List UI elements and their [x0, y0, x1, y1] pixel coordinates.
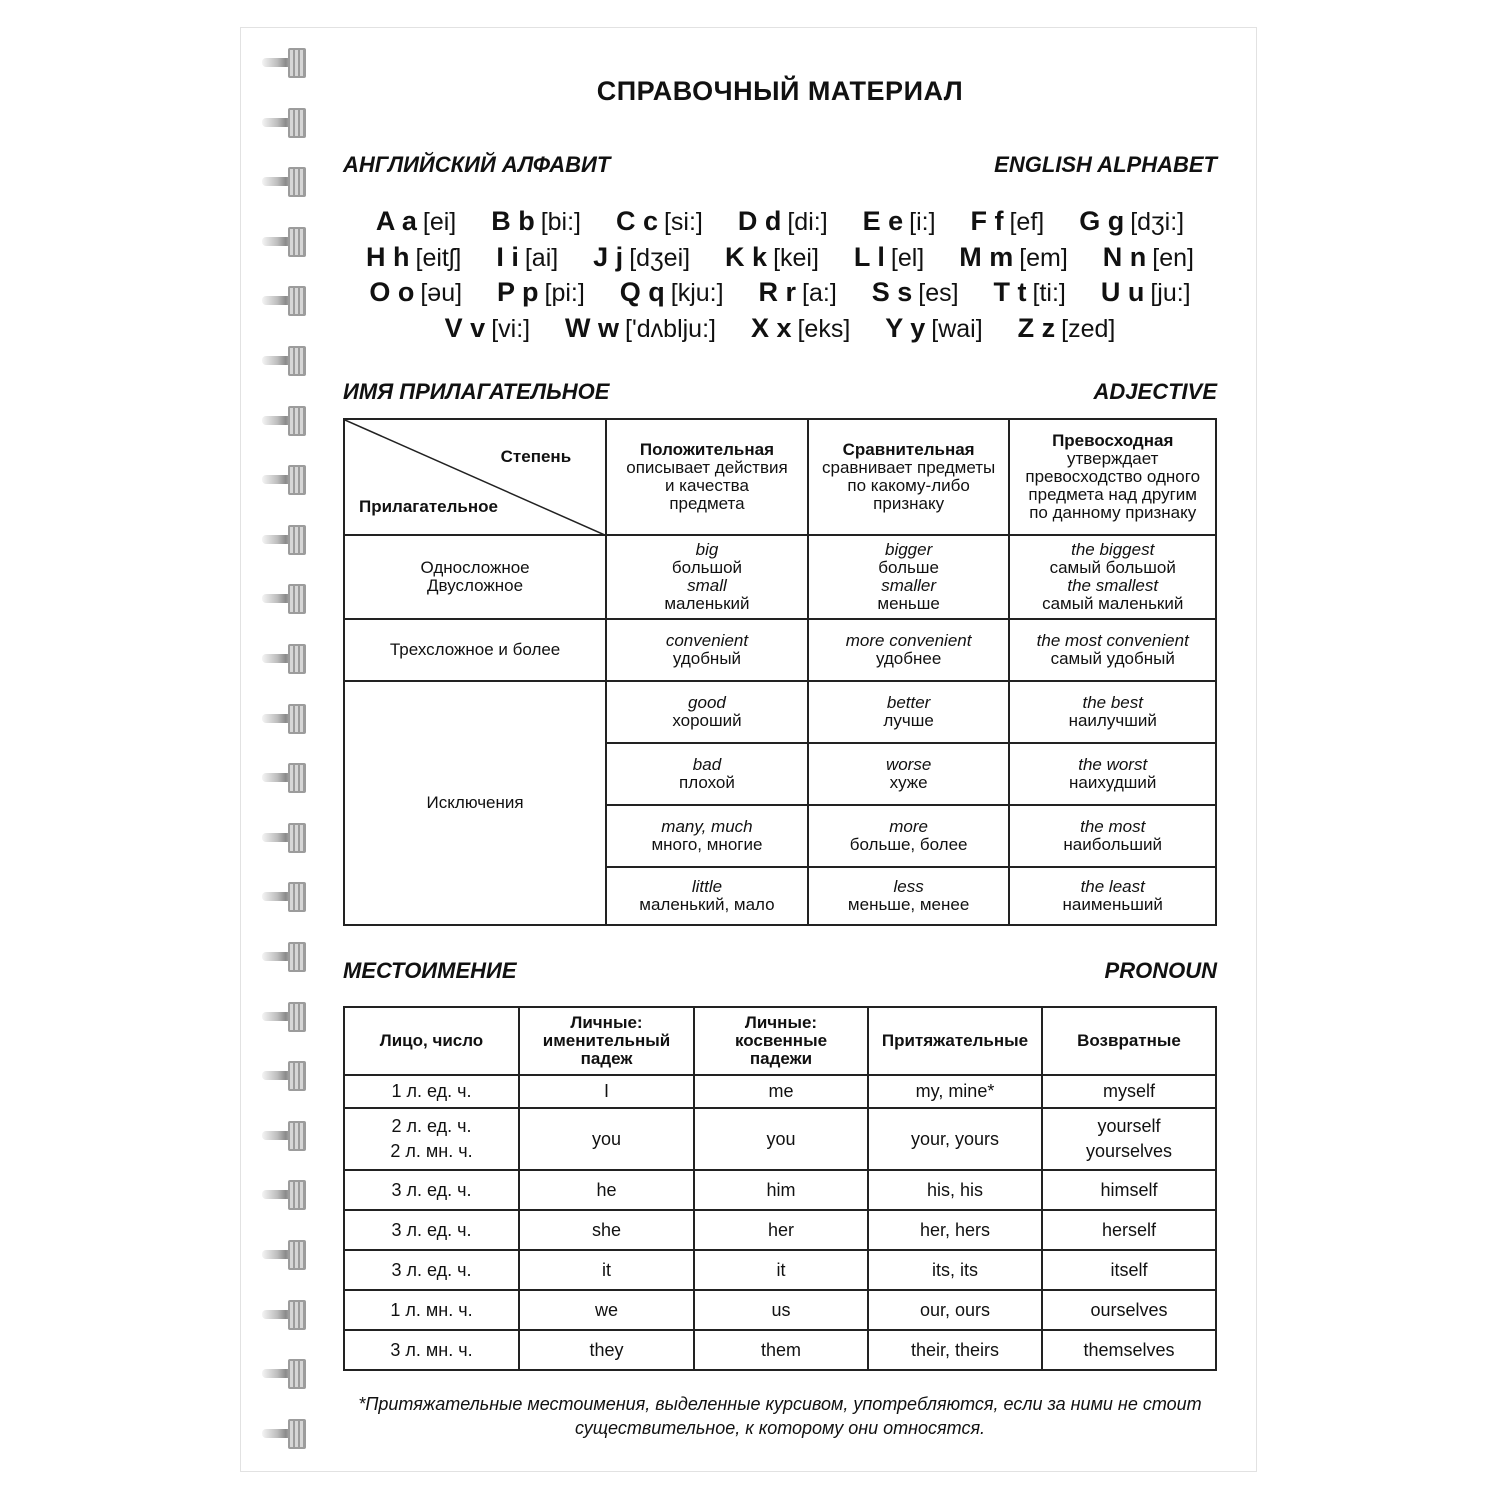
- table-row: [344, 619, 1216, 681]
- table-row: [344, 1250, 1216, 1290]
- letter-q: Q q [kju:]: [619, 277, 724, 307]
- letter-z: Z z [zed]: [1017, 312, 1116, 343]
- table-cell: 3 л. мн. ч.: [344, 1330, 519, 1370]
- spiral-ring: [262, 761, 308, 795]
- adjective-table: [343, 418, 1217, 926]
- spiral-ring: [262, 344, 308, 378]
- spiral-ring: [262, 702, 308, 736]
- letter-b: B b [bi:]: [491, 206, 581, 236]
- diagonal-line: [345, 420, 607, 536]
- table-row: [344, 1290, 1216, 1330]
- table-cell: better лучше: [808, 681, 1010, 743]
- pronoun-en-label: PRONOUN: [1104, 958, 1217, 983]
- column-header: Притяжательные: [868, 1007, 1042, 1075]
- adjective-ru-label: ИМЯ ПРИЛАГАТЕЛЬНОЕ: [343, 379, 610, 404]
- letter-i: I i [ai]: [496, 241, 559, 272]
- column-header: Личные: именительный падеж: [519, 1007, 694, 1075]
- table-cell: your, yours: [868, 1108, 1042, 1170]
- spiral-ring: [262, 523, 308, 557]
- spiral-ring: [262, 1238, 308, 1272]
- spiral-ring: [262, 1357, 308, 1391]
- table-cell: convenient удобный: [606, 619, 808, 681]
- letter-p: P p [pi:]: [497, 277, 585, 307]
- table-row: [344, 1075, 1216, 1108]
- table-cell: he: [519, 1170, 694, 1210]
- letter-g: G g [dʒi:]: [1079, 206, 1185, 236]
- letter-y: Y y [wai]: [885, 312, 983, 343]
- letter-l: L l [el]: [853, 241, 925, 272]
- spiral-ring: [262, 821, 308, 855]
- table-cell: him: [694, 1170, 868, 1210]
- spiral-ring: [262, 1119, 308, 1153]
- spiral-ring: [262, 880, 308, 914]
- table-cell: little маленький, мало: [606, 867, 808, 925]
- pronoun-ru-label: МЕСТОИМЕНИЕ: [343, 958, 517, 983]
- letter-v: V v [vi:]: [444, 312, 531, 343]
- table-cell: 3 л. ед. ч.: [344, 1170, 519, 1210]
- row-label-exceptions: Исключения: [344, 681, 606, 925]
- table-cell: its, its: [868, 1250, 1042, 1290]
- letter-c: C c [si:]: [615, 206, 703, 236]
- alphabet-grid: [343, 204, 1217, 346]
- table-cell: big большой small маленький: [606, 535, 808, 619]
- pronoun-heading: [343, 958, 1217, 984]
- letter-w: W w ['dʌblju:]: [565, 312, 716, 343]
- table-cell: her: [694, 1210, 868, 1250]
- table-cell: you: [694, 1108, 868, 1170]
- letter-d: D d [di:]: [737, 206, 828, 236]
- spiral-ring: [262, 404, 308, 438]
- table-cell: 3 л. ед. ч.: [344, 1250, 519, 1290]
- spiral-ring: [262, 165, 308, 199]
- letter-x: X x [eks]: [750, 312, 851, 343]
- table-cell: 2 л. ед. ч. 2 л. мн. ч.: [344, 1108, 519, 1170]
- alphabet-heading: [343, 152, 1217, 178]
- corner-cell: [344, 419, 606, 535]
- letter-k: K k [kei]: [725, 241, 819, 272]
- letter-r: R r [a:]: [758, 277, 837, 307]
- table-cell: bad плохой: [606, 743, 808, 805]
- letter-o: O o [əu]: [369, 277, 463, 307]
- alphabet-row: [343, 275, 1217, 311]
- table-cell: we: [519, 1290, 694, 1330]
- spiral-ring: [262, 1000, 308, 1034]
- alphabet-row: [343, 204, 1217, 240]
- alphabet-en-label: ENGLISH ALPHABET: [994, 152, 1217, 177]
- table-cell: more convenient удобнее: [808, 619, 1010, 681]
- table-cell: his, his: [868, 1170, 1042, 1210]
- letter-u: U u [ju:]: [1100, 277, 1191, 307]
- table-row: [344, 1210, 1216, 1250]
- letter-j: J j [dʒei]: [593, 241, 691, 272]
- table-header-row: [344, 1007, 1216, 1075]
- table-cell: herself: [1042, 1210, 1216, 1250]
- column-header: Лицо, число: [344, 1007, 519, 1075]
- table-cell: it: [519, 1250, 694, 1290]
- spiral-ring: [262, 1059, 308, 1093]
- table-cell: more больше, более: [808, 805, 1010, 867]
- table-cell: many, much много, многие: [606, 805, 808, 867]
- table-cell: you: [519, 1108, 694, 1170]
- page-title: СПРАВОЧНЫЙ МАТЕРИАЛ: [596, 76, 964, 106]
- table-cell: 1 л. мн. ч.: [344, 1290, 519, 1330]
- spiral-ring: [262, 284, 308, 318]
- table-row: [344, 1108, 1216, 1170]
- letter-t: T t [ti:]: [993, 277, 1066, 307]
- spiral-binding: [262, 46, 308, 1466]
- spiral-ring: [262, 1417, 308, 1451]
- table-header-row: [344, 419, 1216, 535]
- table-cell: us: [694, 1290, 868, 1330]
- table-row: [344, 1170, 1216, 1210]
- alphabet-row: [343, 311, 1217, 347]
- spiral-ring: [262, 1178, 308, 1212]
- table-cell: themselves: [1042, 1330, 1216, 1370]
- table-cell: their, theirs: [868, 1330, 1042, 1370]
- table-cell: they: [519, 1330, 694, 1370]
- row-label: Односложное Двусложное: [344, 535, 606, 619]
- table-cell: the worst наихудший: [1009, 743, 1216, 805]
- spiral-ring: [262, 582, 308, 616]
- table-cell: the biggest самый большой the smallest самый маленький: [1009, 535, 1216, 619]
- corner-top-label: Степень: [500, 447, 572, 466]
- table-cell: she: [519, 1210, 694, 1250]
- alphabet-ru-label: АНГЛИЙСКИЙ АЛФАВИТ: [343, 152, 611, 177]
- table-row: [344, 535, 1216, 619]
- table-cell: them: [694, 1330, 868, 1370]
- table-cell: the least наименьший: [1009, 867, 1216, 925]
- row-label: Трехсложное и более: [344, 619, 606, 681]
- footnote: *Притяжательные местоимения, выделенные курсивом, употребляются, если за ними не стоит существительное, к которому они относятся.: [358, 1394, 1202, 1438]
- table-cell: it: [694, 1250, 868, 1290]
- table-cell: ourselves: [1042, 1290, 1216, 1330]
- table-cell: yourself yourselves: [1042, 1108, 1216, 1170]
- table-cell: the most convenient самый удобный: [1009, 619, 1216, 681]
- table-cell: I: [519, 1075, 694, 1108]
- column-header: Личные: косвенные падежи: [694, 1007, 868, 1075]
- alphabet-row: [343, 240, 1217, 276]
- spiral-ring: [262, 46, 308, 80]
- column-header: Возвратные: [1042, 1007, 1216, 1075]
- letter-f: F f [ef]: [970, 206, 1045, 236]
- column-header-superlative: Превосходная утверждает превосходство одного предмета над другим по данному признаку: [1009, 419, 1216, 535]
- letter-a: A a [ei]: [375, 206, 457, 236]
- table-cell: less меньше, менее: [808, 867, 1010, 925]
- table-cell: myself: [1042, 1075, 1216, 1108]
- table-cell: my, mine*: [868, 1075, 1042, 1108]
- table-cell: itself: [1042, 1250, 1216, 1290]
- spiral-ring: [262, 463, 308, 497]
- table-cell: worse хуже: [808, 743, 1010, 805]
- table-cell: the most наибольший: [1009, 805, 1216, 867]
- letter-n: N n [en]: [1102, 241, 1194, 272]
- table-cell: good хороший: [606, 681, 808, 743]
- column-header-comparative: Сравнительная сравнивает предметы по какому-либо признаку: [808, 419, 1010, 535]
- column-header-positive: Положительная описывает действия и качества предмета: [606, 419, 808, 535]
- content: [343, 70, 1217, 1440]
- table-cell: me: [694, 1075, 868, 1108]
- table-cell: the best наилучший: [1009, 681, 1216, 743]
- table-cell: 3 л. ед. ч.: [344, 1210, 519, 1250]
- table-cell: 1 л. ед. ч.: [344, 1075, 519, 1108]
- table-row: [344, 1330, 1216, 1370]
- spiral-ring: [262, 940, 308, 974]
- table-row: [344, 681, 1216, 743]
- letter-e: E e [i:]: [862, 206, 936, 236]
- corner-bottom-label: Прилагательное: [359, 497, 498, 516]
- letter-h: H h [eitʃ]: [366, 241, 462, 272]
- adjective-heading: [343, 379, 1217, 405]
- table-cell: our, ours: [868, 1290, 1042, 1330]
- letter-s: S s [es]: [871, 277, 959, 307]
- spiral-ring: [262, 106, 308, 140]
- spiral-ring: [262, 225, 308, 259]
- spiral-ring: [262, 1298, 308, 1332]
- table-cell: himself: [1042, 1170, 1216, 1210]
- adjective-en-label: ADJECTIVE: [1093, 379, 1217, 404]
- letter-m: M m [em]: [959, 241, 1068, 272]
- table-cell: her, hers: [868, 1210, 1042, 1250]
- table-cell: bigger больше smaller меньше: [808, 535, 1010, 619]
- spiral-ring: [262, 642, 308, 676]
- pronoun-table: [343, 1006, 1217, 1371]
